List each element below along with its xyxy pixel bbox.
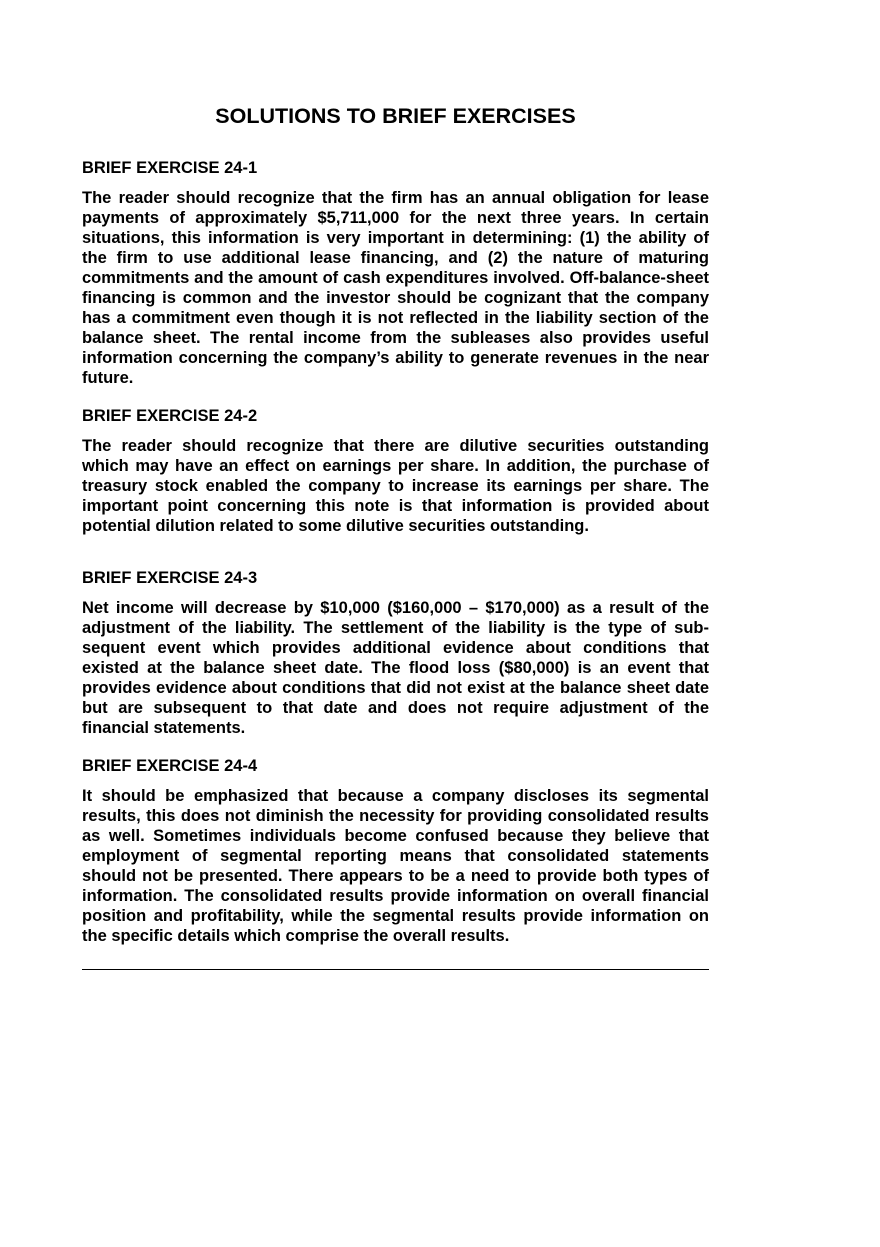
section-brief-exercise-24-1	[82, 158, 709, 388]
section-heading: BRIEF EXERCISE 24-1	[82, 159, 258, 177]
section-body: It should be emphasized that because a company discloses its segmental results, this does not diminish the necessity for providing consolidated results as well. Sometimes individuals become confused because they believe that employment of segmental reporting means that consolidated statements should not be presented. There appears to be a need to provide both types of information. The consolidated results provide information on overall financial position and profitability, while the segmental results provide information on the specific details which comprise the overall results.	[82, 787, 709, 945]
section-body: The reader should recognize that there are dilutive securities outstanding which may have an effect on earnings per share. In addition, the purchase of treasury stock enabled the company to increase its earnings per share. The important point concerning this note is that information is provided about potential dilution related to some dilutive securities outstanding.	[82, 437, 709, 535]
horizontal-rule-divider	[82, 969, 709, 970]
section-body: Net income will decrease by $10,000 ($160,000 – $170,000) as a result of the adjustment of the liability. The settlement of the liability is the type of sub-sequent event which provides additional evidence about conditions that existed at the balance sheet date. The flood loss ($80,000) is an event that provides evidence about conditions that did not exist at the balance sheet date but are subsequent to that date and does not require adjustment of the financial statements.	[82, 599, 709, 737]
section-heading: BRIEF EXERCISE 24-3	[82, 569, 258, 587]
section-heading: BRIEF EXERCISE 24-4	[82, 757, 258, 775]
document-page	[82, 104, 709, 964]
section-body: The reader should recognize that the firm has an annual obligation for lease payments of approximately $5,711,000 for the next three years. In certain situations, this information is very important in determining: (1) the ability of the firm to use additional lease financing, and (2) the nature of maturing commitments and the amount of cash expenditures involved. Off-balance-sheet financing is common and the investor should be cognizant that the company has a commitment even though it is not reflected in the liability section of the balance sheet. The rental income from the subleases also provides useful information concerning the company’s ability to generate revenues in the near future.	[82, 189, 709, 387]
page-title: SOLUTIONS TO BRIEF EXERCISES	[215, 104, 576, 128]
section-brief-exercise-24-2	[82, 406, 709, 536]
section-heading: BRIEF EXERCISE 24-2	[82, 407, 258, 425]
section-brief-exercise-24-4	[82, 756, 709, 946]
section-brief-exercise-24-3	[82, 568, 709, 738]
